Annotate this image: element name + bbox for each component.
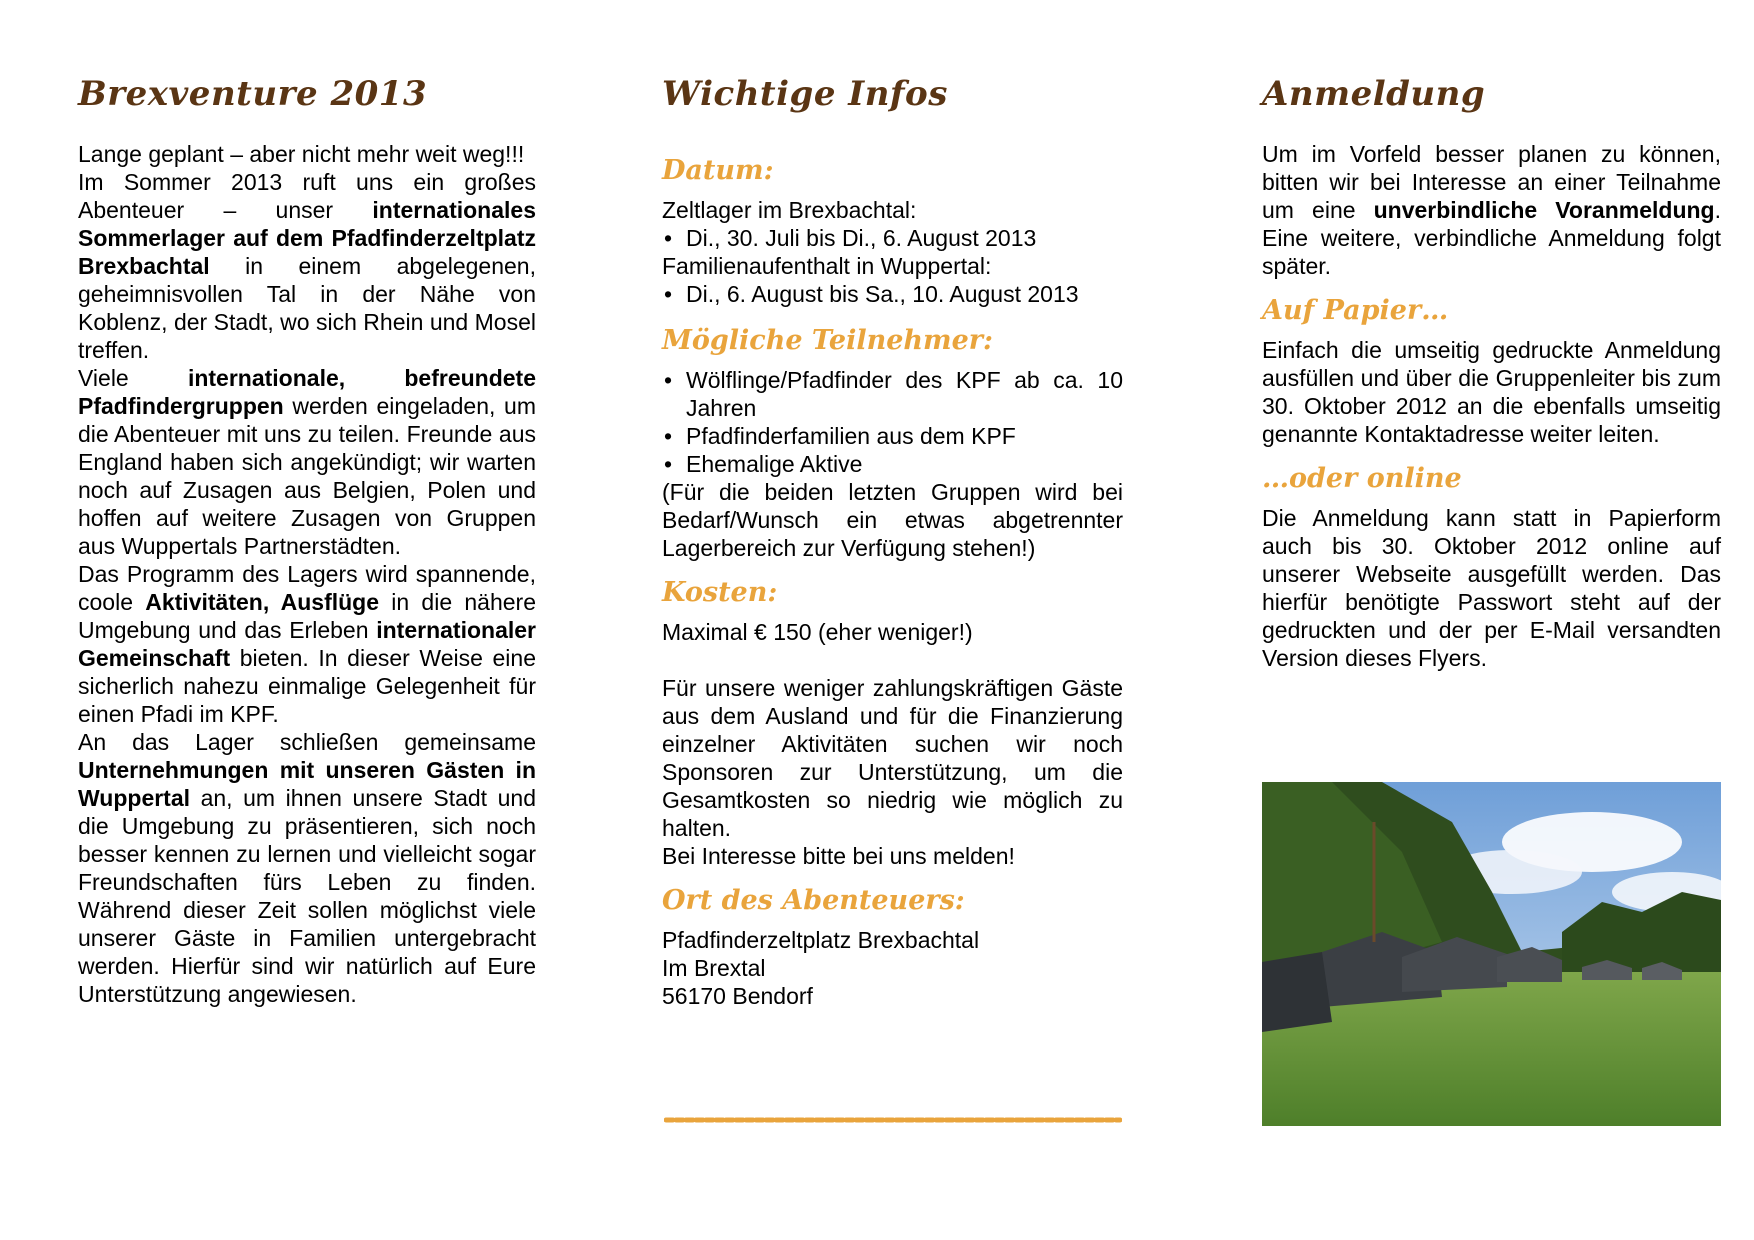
list-item: • Di., 30. Juli bis Di., 6. August 2013 xyxy=(662,224,1123,252)
datum-block xyxy=(662,196,1123,308)
address-line: Pfadfinderzeltplatz Brexbachtal xyxy=(662,927,980,953)
list-item: • Pfadfinderfamilien aus dem KPF xyxy=(662,422,1123,450)
list-item: • Ehemalige Aktive xyxy=(662,450,1123,478)
section-title-brexventure: Brexventure 2013 xyxy=(78,74,428,114)
paragraph-groups: Viele internationale, befreundete Pfadfindergruppen werden eingeladen, um die Abenteuer mit uns zu teilen. Freunde aus England haben sich angekündigt; wir warten noch auf Zusagen aus Belgien, Polen und hoffen auf weitere Zusagen von Gruppen aus Wuppertals Partnerstädten. xyxy=(78,365,536,559)
kosten-max: Maximal € 150 (eher weniger!) xyxy=(662,619,973,645)
teilnehmer-note: (Für die beiden letzten Gruppen wird bei Bedarf/Wunsch ein etwas abgetrennter Lagerbereich zur Verfügung stehen!) xyxy=(662,479,1123,561)
heading-teilnehmer: Mögliche Teilnehmer: xyxy=(662,325,994,356)
teilnehmer-block xyxy=(662,366,1123,562)
heading-oder-online: …oder online xyxy=(1262,463,1462,494)
paragraph-program: Das Programm des Lagers wird spannende, coole Aktivitäten, Ausflüge in die nähere Umgebung und das Erleben internationaler Gemeinschaft bieten. In dieser Weise eine sicherlich nahezu einmalige Gelegenheit für einen Pfadi im KPF. xyxy=(78,561,536,727)
online-text: Die Anmeldung kann statt in Papierform auch bis 30. Oktober 2012 online auf unserer Webseite ausgefüllt werden. Das hierfür benötigte Passwort steht auf der gedruckten und der per E-Mail versandten Version dieses Flyers. xyxy=(1262,505,1721,671)
list-item: • Wölflinge/Pfadfinder des KPF ab ca. 10 Jahren xyxy=(662,366,1123,422)
column-brexventure xyxy=(78,64,536,1008)
ort-address xyxy=(662,926,1123,1010)
list-item: • Di., 6. August bis Sa., 10. August 2013 xyxy=(662,280,1123,308)
column-wichtige-infos xyxy=(662,64,1123,1010)
heading-ort: Ort des Abenteuers: xyxy=(662,885,965,916)
datum-line-familien: Familienaufenthalt in Wuppertal: xyxy=(662,253,992,279)
papier-text: Einfach die umseitig gedruckte Anmeldung ausfüllen und über die Gruppenleiter bis zum 30. Oktober 2012 an die ebenfalls umseitig genannte Kontaktadresse weiter leiten. xyxy=(1262,337,1721,447)
datum-list-1 xyxy=(662,224,1123,252)
intro-paragraph: Lange geplant – aber nicht mehr weit weg!!! xyxy=(78,141,525,167)
address-line: 56170 Bendorf xyxy=(662,983,813,1009)
decorative-dash-rule xyxy=(664,1115,1122,1125)
paragraph-summer-camp: Im Sommer 2013 ruft uns ein großes Abenteuer – unser internationales Sommerlager auf dem Pfadfinderzeltplatz Brexbachtal in einem abgelegenen, geheimnisvollen Tal in der Nähe von Koblenz, der Stadt, wo sich Rhein und Mosel treffen. xyxy=(78,169,536,363)
kosten-sponsoren: Für unsere weniger zahlungskräftigen Gäste aus dem Ausland und für die Finanzierung einzelner Aktivitäten suchen wir noch Sponsoren zur Unterstützung, um die Gesamtkosten so niedrig wie möglich zu halten. xyxy=(662,675,1123,841)
kosten-block xyxy=(662,618,1123,870)
anmeldung-intro: Um im Vorfeld besser planen zu können, bitten wir bei Interesse an einer Teilnahme um eine unverbindliche Voranmeldung. Eine weitere, verbindliche Anmeldung folgt später. xyxy=(1262,141,1721,279)
address-line: Im Brextal xyxy=(662,955,766,981)
teilnehmer-list xyxy=(662,366,1123,478)
section-title-anmeldung: Anmeldung xyxy=(1262,74,1486,114)
heading-datum: Datum: xyxy=(662,155,774,186)
campsite-photo xyxy=(1262,782,1721,1126)
datum-line-zeltlager: Zeltlager im Brexbachtal: xyxy=(662,197,917,223)
column-anmeldung xyxy=(1262,64,1721,672)
kosten-contact: Bei Interesse bitte bei uns melden! xyxy=(662,843,1015,869)
heading-kosten: Kosten: xyxy=(662,577,778,608)
datum-list-2 xyxy=(662,280,1123,308)
paragraph-wuppertal: An das Lager schließen gemeinsame Unternehmungen mit unseren Gästen in Wuppertal an, um ihnen unsere Stadt und die Umgebung zu präsentieren, sich noch besser kennen zu lernen und vielleicht sogar Freundschaften fürs Leben zu finden. Während dieser Zeit sollen möglichst viele unserer Gäste in Familien untergebracht werden. Hierfür sind wir natürlich auf Eure Unterstützung angewiesen. xyxy=(78,729,536,1007)
section-title-infos: Wichtige Infos xyxy=(662,74,948,114)
brexventure-text xyxy=(78,140,536,1008)
heading-auf-papier: Auf Papier… xyxy=(1262,295,1449,326)
